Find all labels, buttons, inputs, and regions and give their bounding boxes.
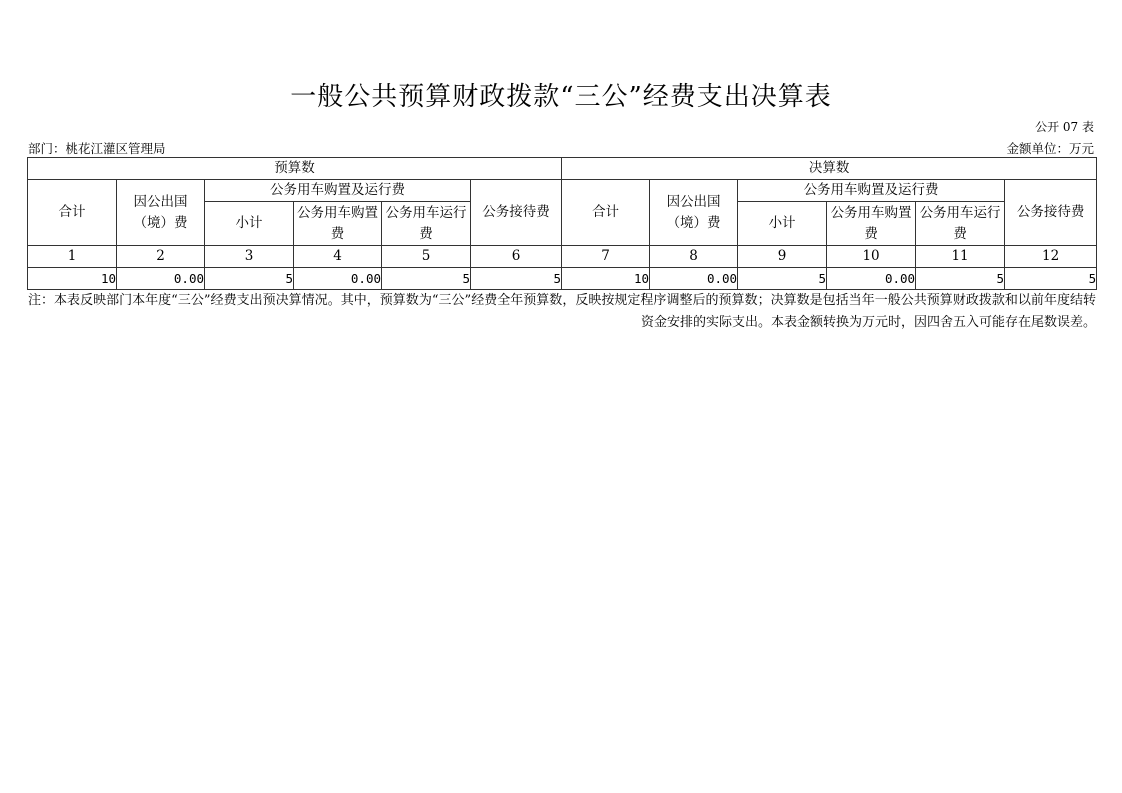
final-vehicle-operation-header: 公务用车运行费 xyxy=(916,202,1005,246)
column-number-row xyxy=(28,246,1097,268)
budget-reception-header: 公务接待费 xyxy=(471,180,562,246)
budget-total-header: 合计 xyxy=(28,180,117,246)
page-title: 一般公共预算财政拨款“三公”经费支出决算表 xyxy=(290,82,832,112)
col-number: 2 xyxy=(117,246,205,268)
column-header-row xyxy=(28,180,1097,202)
col-number: 8 xyxy=(650,246,738,268)
budget-subtotal-value: 5 xyxy=(205,268,294,290)
final-overseas-header: 因公出国（境）费 xyxy=(650,180,738,246)
budget-vehicle-operation-header: 公务用车运行费 xyxy=(382,202,471,246)
final-reception-header: 公务接待费 xyxy=(1005,180,1097,246)
final-vehicle-group-header: 公务用车购置及运行费 xyxy=(738,180,1005,202)
budget-total-value: 10 xyxy=(28,268,117,290)
col-number: 9 xyxy=(738,246,827,268)
final-vehicle-operation-value: 5 xyxy=(916,268,1005,290)
budget-vehicle-group-header: 公务用车购置及运行费 xyxy=(205,180,471,202)
col-number: 11 xyxy=(916,246,1005,268)
final-vehicle-purchase-value: 0.00 xyxy=(827,268,916,290)
col-number: 12 xyxy=(1005,246,1097,268)
budget-vehicle-purchase-header: 公务用车购置费 xyxy=(294,202,382,246)
col-number: 1 xyxy=(28,246,117,268)
col-number: 10 xyxy=(827,246,916,268)
final-header: 决算数 xyxy=(562,158,1097,180)
final-subtotal-header: 小计 xyxy=(738,202,827,246)
final-total-value: 10 xyxy=(562,268,650,290)
group-header-row xyxy=(28,158,1097,180)
budget-reception-value: 5 xyxy=(471,268,562,290)
budget-subtotal-header: 小计 xyxy=(205,202,294,246)
final-overseas-value: 0.00 xyxy=(650,268,738,290)
table-row xyxy=(28,268,1097,290)
col-number: 4 xyxy=(294,246,382,268)
budget-header: 预算数 xyxy=(28,158,562,180)
final-total-header: 合计 xyxy=(562,180,650,246)
final-reception-value: 5 xyxy=(1005,268,1097,290)
col-number: 5 xyxy=(382,246,471,268)
col-number: 3 xyxy=(205,246,294,268)
budget-overseas-header: 因公出国（境）费 xyxy=(117,180,205,246)
footnote: 注：本表反映部门本年度“三公”经费支出预决算情况。其中，预算数为“三公”经费全年预算数，反映按规定程序调整后的预算数；决算数是包括当年一般公共预算财政拨款和以前年度结转资金安排的实际支出。本表金额转换为万元时，因四舍五入可能存在尾数误差。 xyxy=(28,293,1096,330)
col-number: 6 xyxy=(471,246,562,268)
final-subtotal-value: 5 xyxy=(738,268,827,290)
budget-overseas-value: 0.00 xyxy=(117,268,205,290)
col-number: 7 xyxy=(562,246,650,268)
budget-vehicle-purchase-value: 0.00 xyxy=(294,268,382,290)
amount-unit-label: 金额单位：万元 xyxy=(1006,141,1094,156)
expense-table xyxy=(27,157,1097,290)
department-label: 部门：桃花江灌区管理局 xyxy=(28,141,166,156)
final-vehicle-purchase-header: 公务用车购置费 xyxy=(827,202,916,246)
budget-vehicle-operation-value: 5 xyxy=(382,268,471,290)
form-number: 公开 07 表 xyxy=(1035,120,1094,134)
